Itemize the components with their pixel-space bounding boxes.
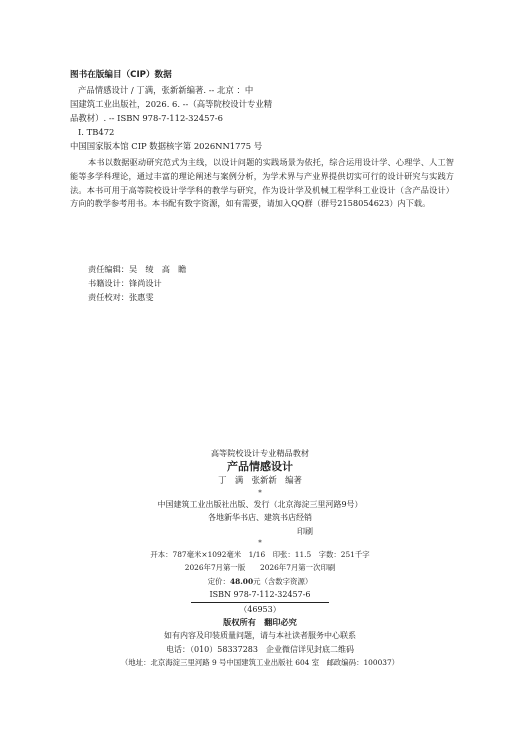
- cip-data-block: [70, 68, 450, 153]
- price-prefix: 定价：: [207, 576, 230, 586]
- book-abstract: 本书以数据驱动研究范式为主线，以设计问题的实践场景为依托，综合运用设计学、心理学、人工智能等多学科理论，通过丰富的理论阐述与案例分析，为学术界与产业界提供切实可行的设计研究与实践方法。本书可用于高等院校设计学学科的教学与研究，作为设计学及机械工程学科工业设计（含产品设计）方向的教学参考用书。本书配有数字资源，如有需要，请加入QQ群（群号2158054623）内下载。: [70, 157, 454, 209]
- book-code: （46953）: [239, 604, 281, 614]
- series-name: 高等院校设计专业精品教材: [210, 448, 310, 458]
- price-suffix: 元（含数字资源）: [253, 576, 313, 586]
- editor-credit: 责任编辑：吴 绫 高 瞻: [88, 264, 187, 274]
- cip-line-3: 品教材）. -- ISBN 978-7-112-32457-6: [70, 113, 223, 123]
- cip-line-2: 国建筑工业出版社，2026. 6. --（高等院校设计专业精: [70, 99, 273, 109]
- price-value: 48.00: [229, 576, 254, 586]
- edition-line: 2026年7月第一版 2026年7月第一次印刷: [184, 563, 336, 573]
- proofreader-credit: 责任校对：张惠雯: [88, 292, 154, 302]
- publisher-line: 中国建筑工业出版社出版、发行（北京海淀三里河路9号）: [157, 499, 363, 509]
- book-authors: 丁 满 张新新 编著: [218, 475, 302, 486]
- book-title: 产品情感设计: [227, 460, 293, 474]
- separator-star-1: *: [258, 488, 262, 497]
- cip-line-1: 产品情感设计 / 丁满，张新新编著. -- 北京 ：中: [78, 85, 254, 95]
- cip-classification: Ⅰ. TB472: [78, 127, 115, 137]
- separator-star-2: *: [258, 539, 262, 548]
- contact-phone: 电话：（010）58337283 企业微信详见封底二维码: [166, 644, 354, 654]
- book-specs: 开本：787毫米×1092毫米 1/16 印张：11.5 字数：251千字: [150, 550, 370, 560]
- colophon: [0, 447, 520, 670]
- cip-heading: 图书在版编目（CIP）数据: [70, 70, 172, 80]
- price-line: [0, 575, 520, 588]
- service-notice: 如有内容及印装质量问题，请与本社读者服务中心联系: [164, 631, 356, 641]
- printer-line: 印刷: [297, 526, 313, 536]
- distributor-line: 各地新华书店、建筑书店经销: [208, 513, 312, 523]
- book-design-credit: 书籍设计：锋尚设计: [88, 278, 162, 288]
- staff-credits: [88, 262, 186, 304]
- isbn-number: ISBN 978-7-112-32457-6: [191, 588, 328, 602]
- isbn-line: [0, 588, 520, 602]
- rights-notice: 版权所有 翻印必究: [223, 617, 297, 628]
- cip-number: 中国国家版本馆 CIP 数据核字第 2026NN1775 号: [70, 141, 263, 151]
- publisher-address: （地址：北京海淀三里河路 9 号中国建筑工业出版社 604 室 邮政编码：100037）: [120, 658, 400, 668]
